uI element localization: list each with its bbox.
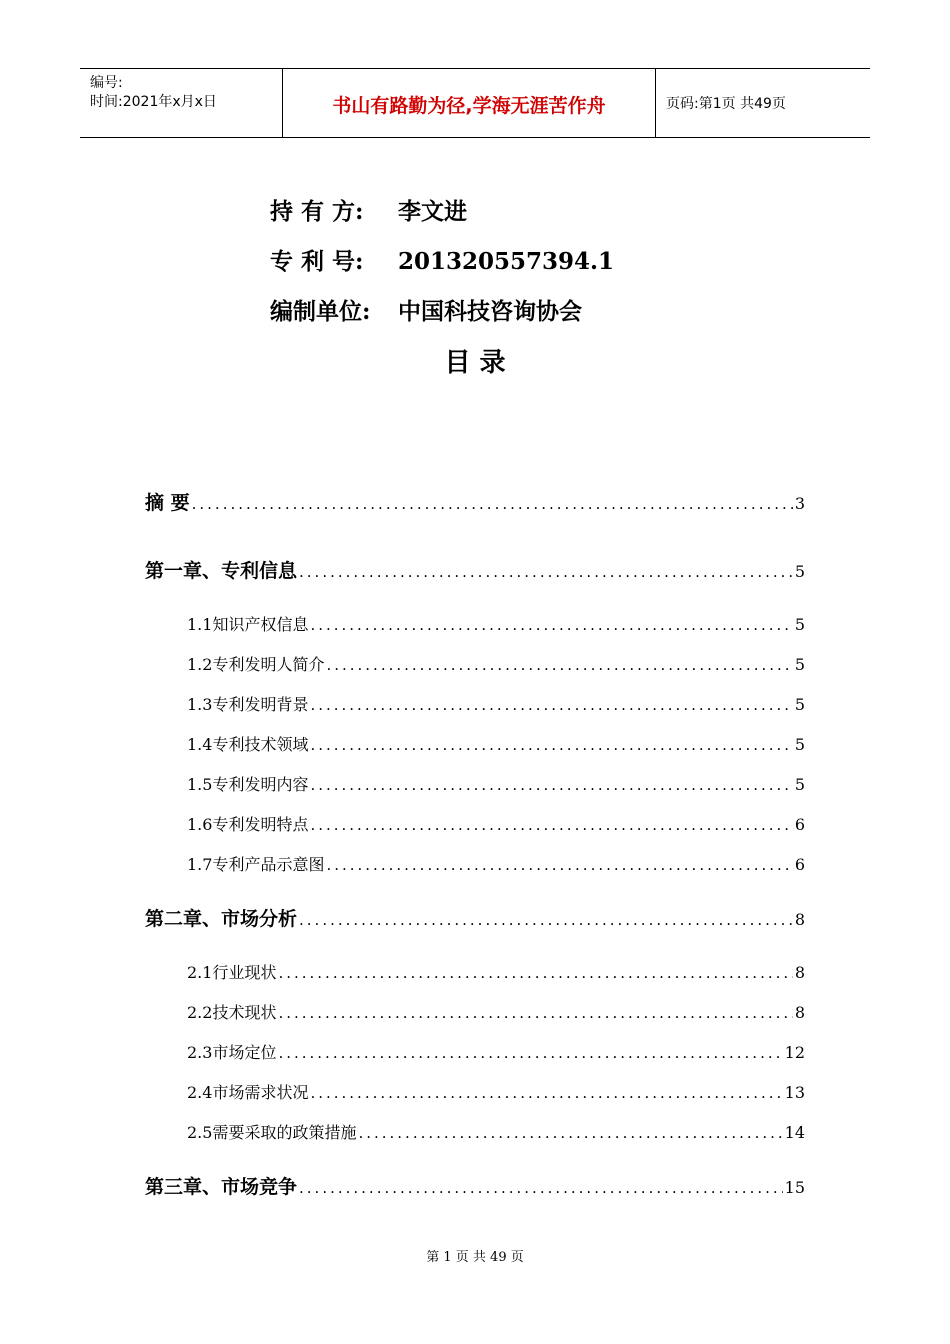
page-info: 页码:第1页 共49页 (666, 96, 786, 112)
holder-value: 李文进 (398, 198, 467, 225)
motto: 书山有路勤为径,学海无涯苦作舟 (332, 95, 606, 117)
toc-entry-abstract[interactable] (145, 488, 805, 515)
serial-label: 编号: (90, 75, 123, 91)
toc-entry-text: 摘 要 (145, 492, 190, 514)
toc-page-number: 13 (784, 1083, 805, 1102)
toc-entry-1-1[interactable] (187, 612, 805, 635)
toc-leader (326, 656, 792, 674)
toc-page-number: 3 (794, 494, 805, 513)
toc-entry-2-2[interactable] (187, 1000, 805, 1023)
toc-entry-1-5[interactable] (187, 772, 805, 795)
toc-leader (192, 495, 793, 513)
patent-number-line (270, 243, 614, 276)
page-footer: 第 1 页 共 49 页 (426, 1250, 524, 1265)
compiling-unit-label: 编制单位: (270, 298, 371, 325)
toc-entry-text: 1.1知识产权信息 (187, 615, 309, 634)
patent-number-label: 专 利 号: (270, 248, 364, 275)
time-label: 时间:2021年x月x日 (90, 94, 217, 110)
toc-entry-2-4[interactable] (187, 1080, 805, 1103)
toc-leader (358, 1124, 782, 1142)
toc-page-number: 8 (794, 963, 805, 982)
toc-entry-text: 1.3专利发明背景 (187, 695, 309, 714)
toc-leader (278, 1004, 792, 1022)
toc-entry-text: 2.4市场需求状况 (187, 1083, 309, 1102)
toc-entry-text: 1.2专利发明人简介 (187, 655, 325, 674)
toc-leader (299, 911, 793, 929)
toc-page-number: 12 (784, 1043, 805, 1062)
toc-page-number: 5 (794, 655, 805, 674)
toc-entry-chapter-3[interactable] (145, 1172, 805, 1199)
holder-label: 持 有 方: (270, 198, 364, 225)
toc-entry-text: 1.6专利发明特点 (187, 815, 309, 834)
toc-entry-text: 2.5需要采取的政策措施 (187, 1123, 357, 1142)
toc-leader (310, 776, 792, 794)
header-middle-cell (282, 69, 656, 137)
toc-entry-2-3[interactable] (187, 1040, 805, 1063)
toc-entry-chapter-1[interactable] (145, 556, 805, 583)
toc-entry-1-7[interactable] (187, 852, 805, 875)
toc-leader (310, 616, 792, 634)
toc-page-number: 5 (794, 695, 805, 714)
toc-entry-text: 2.3市场定位 (187, 1043, 277, 1062)
toc-entry-text: 1.7专利产品示意图 (187, 855, 325, 874)
toc-page-number: 15 (784, 1178, 805, 1197)
toc-page-number: 6 (794, 855, 805, 874)
toc-leader (326, 856, 792, 874)
toc-leader (278, 964, 792, 982)
toc-entry-text: 2.2技术现状 (187, 1003, 277, 1022)
toc-entry-text: 1.4专利技术领域 (187, 735, 309, 754)
toc-leader (310, 736, 792, 754)
toc-entry-2-5[interactable] (187, 1120, 805, 1143)
toc-page-number: 5 (794, 735, 805, 754)
toc-title: 目 录 (444, 348, 506, 378)
header-right-cell (656, 69, 870, 137)
toc-page-number: 5 (794, 775, 805, 794)
toc-entry-text: 第二章、市场分析 (145, 908, 298, 930)
toc-page-number: 5 (794, 562, 805, 581)
page-header (80, 68, 870, 138)
toc-leader (299, 563, 793, 581)
header-left-cell (80, 69, 282, 137)
toc-entry-text: 第一章、专利信息 (145, 560, 298, 582)
toc-entry-1-6[interactable] (187, 812, 805, 835)
compiling-unit-value: 中国科技咨询协会 (398, 298, 582, 325)
toc-leader (299, 1179, 783, 1197)
toc-page-number: 8 (794, 1003, 805, 1022)
toc-entry-1-3[interactable] (187, 692, 805, 715)
toc-entry-2-1[interactable] (187, 960, 805, 983)
toc-entry-chapter-2[interactable] (145, 904, 805, 931)
toc-entry-text: 1.5专利发明内容 (187, 775, 309, 794)
toc-page-number: 6 (794, 815, 805, 834)
toc-entry-text: 第三章、市场竞争 (145, 1176, 298, 1198)
patent-number-value: 201320557394.1 (398, 248, 615, 275)
toc-leader (310, 816, 792, 834)
toc-entry-1-2[interactable] (187, 652, 805, 675)
toc-entry-1-4[interactable] (187, 732, 805, 755)
holder-line (270, 193, 467, 226)
toc-leader (310, 696, 792, 714)
toc-entry-text: 2.1行业现状 (187, 963, 277, 982)
toc-page-number: 8 (794, 910, 805, 929)
toc-page-number: 5 (794, 615, 805, 634)
toc-leader (278, 1044, 782, 1062)
toc-page-number: 14 (784, 1123, 805, 1142)
compiling-unit-line (270, 293, 582, 326)
toc-leader (310, 1084, 782, 1102)
